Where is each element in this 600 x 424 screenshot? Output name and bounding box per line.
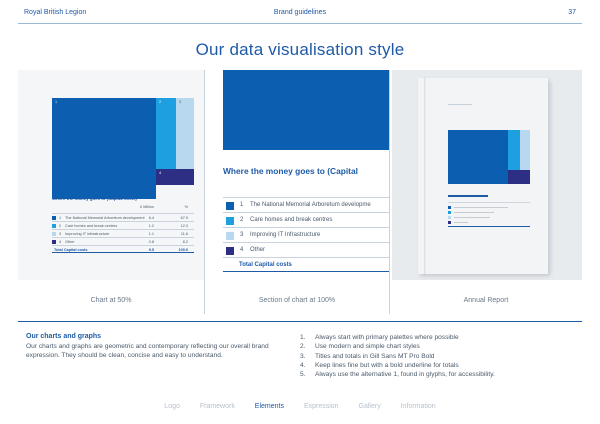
- footer-body: Our charts and graphs are geometric and contemporary reflecting our overall brand expression. They should be clean, concise and easy to understand.: [26, 343, 269, 359]
- report-treemap-1: [448, 130, 508, 184]
- header-page-number: 37: [568, 9, 576, 16]
- nav-framework[interactable]: Framework: [199, 403, 235, 410]
- treemap-block-3: 3: [176, 98, 194, 169]
- report-treemap-3: [520, 130, 530, 170]
- chart-heading: Where the money goes to (Capital: [223, 166, 358, 176]
- nav-logo[interactable]: Logo: [164, 403, 180, 410]
- table-total-row: Total Capital costs 9.5 100.0: [52, 245, 194, 253]
- col-header-value: £ Million: [140, 205, 154, 209]
- panel-divider: [389, 70, 390, 314]
- table-row: 3 Improving IT infrastructure 1.1 11.6: [52, 229, 194, 237]
- legend-item: 4 Other: [223, 242, 389, 257]
- legend-item: 1 The National Memorial Arboretum developme: [223, 197, 389, 212]
- panel-chart-50: [18, 70, 204, 280]
- footer-divider: [18, 321, 582, 322]
- legend-swatch: [226, 232, 234, 240]
- nav-expression[interactable]: Expression: [303, 403, 339, 410]
- caption-annual-report: Annual Report: [463, 297, 509, 304]
- table-title: Where the money goes to (Capital costs): [52, 196, 137, 201]
- table-row: 1 The National Memorial Arboretum development 6.4 67.9: [52, 213, 194, 221]
- legend-swatch: [226, 217, 234, 225]
- report-treemap-2: [508, 130, 520, 170]
- col-header-pct: %: [184, 205, 188, 209]
- treemap-block-2: 2: [156, 98, 176, 169]
- legend-swatch: [226, 247, 234, 255]
- header-doc-title: Brand guidelines: [273, 9, 327, 16]
- nav-information[interactable]: Information: [400, 403, 436, 410]
- list-item: 4. Keep lines fine but with a bold underline for totals: [300, 361, 459, 369]
- bottom-nav: [0, 403, 600, 410]
- nav-elements[interactable]: Elements: [254, 403, 284, 410]
- report-page: [418, 78, 548, 274]
- list-item: 5. Always use the alternative 1, found in glyphs, for accessibility.: [300, 371, 495, 379]
- legend-swatch: [226, 202, 234, 210]
- list-item: 2. Use modern and simple chart styles: [300, 343, 420, 351]
- caption-chart-100: Section of chart at 100%: [258, 297, 336, 304]
- footer-title: Our charts and graphs: [26, 333, 102, 340]
- list-item: 3. Titles and totals in Gill Sans MT Pro Bold: [300, 352, 435, 360]
- table-row: 2 Care homes and break centres 1.2 12.3: [52, 221, 194, 229]
- list-item: 1. Always start with primary palettes where possible: [300, 334, 459, 341]
- treemap-block-1-zoom: [223, 70, 389, 150]
- treemap-block-1: 1: [52, 98, 156, 199]
- nav-gallery[interactable]: Gallery: [358, 403, 381, 410]
- treemap-block-4: 4: [156, 169, 194, 185]
- header-org-name: Royal British Legion: [24, 9, 87, 16]
- report-treemap-4: [508, 170, 530, 184]
- legend-item: 3 Improving IT Infrastructure: [223, 227, 389, 242]
- panel-chart-100: [205, 70, 389, 280]
- caption-chart-50: Chart at 50%: [90, 297, 132, 304]
- table-row: 4 Other 0.8 8.2: [52, 237, 194, 245]
- legend-item: 2 Care homes and break centres: [223, 212, 389, 227]
- rules-list: [300, 333, 495, 379]
- panel-annual-report: [392, 70, 582, 280]
- total-row: Total Capital costs: [223, 257, 389, 272]
- page-title: Our data visualisation style: [195, 40, 405, 59]
- header-divider: [18, 23, 582, 24]
